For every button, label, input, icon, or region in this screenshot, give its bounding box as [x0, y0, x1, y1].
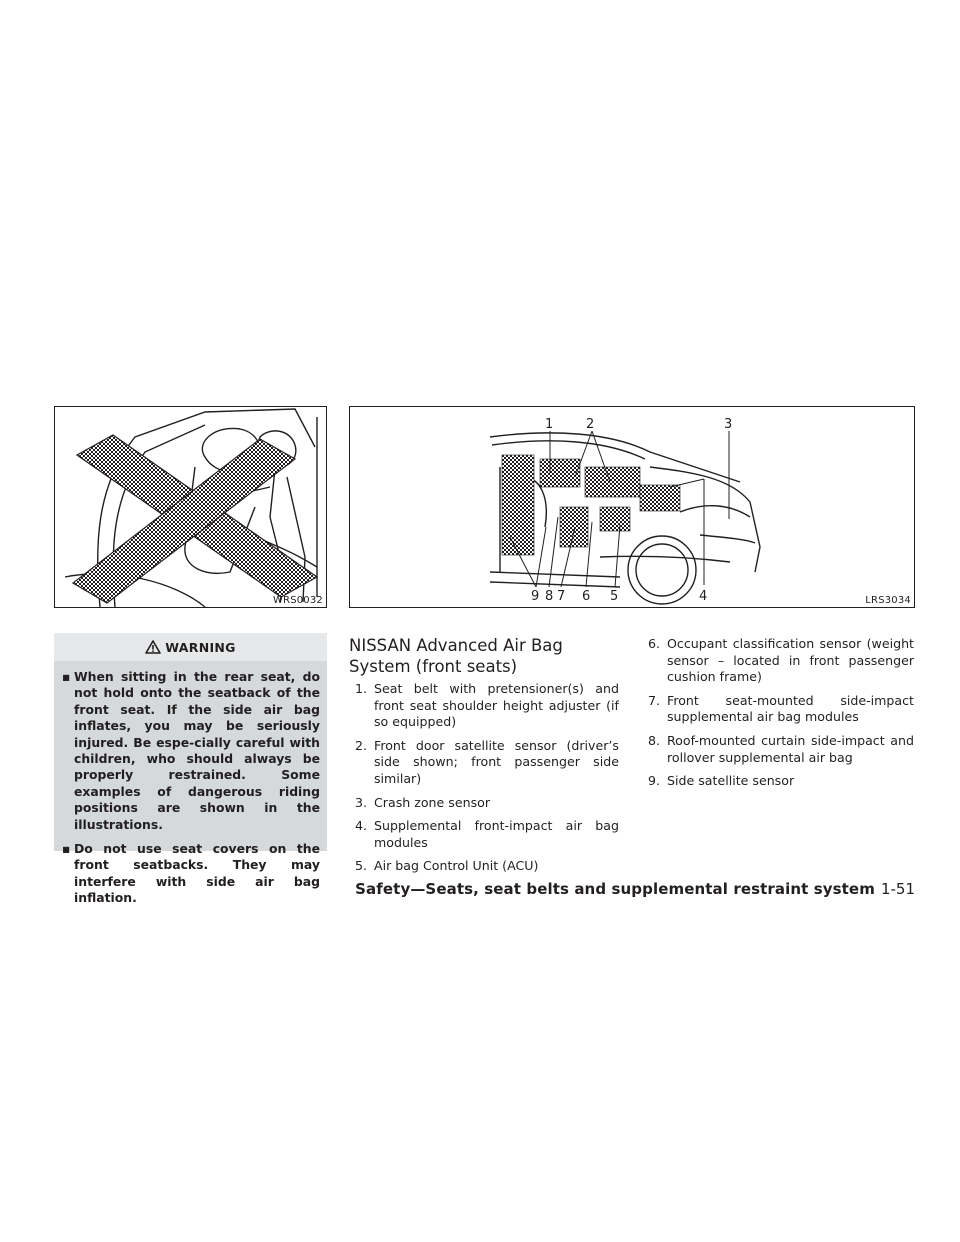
item-text: Front seat-mounted side-impact supplemental air bag modules [667, 692, 914, 725]
callout-3: 3 [724, 417, 733, 432]
list-item [648, 773, 914, 790]
list-item [355, 858, 619, 875]
warning-item [62, 669, 320, 833]
callout-6: 6 [582, 589, 591, 604]
list-item [355, 738, 619, 788]
bullet-icon: ▪ [62, 669, 71, 684]
warning-list [62, 669, 320, 915]
callout-7: 7 [557, 589, 566, 604]
item-text: Side satellite sensor [667, 773, 795, 789]
item-number: 7. [648, 692, 661, 708]
warning-triangle-icon [145, 640, 161, 654]
list-item [648, 636, 914, 686]
page-footer [355, 880, 915, 898]
callout-4: 4 [699, 589, 708, 604]
list-item [355, 795, 619, 812]
list-item [648, 733, 914, 766]
component-list-left [355, 681, 619, 882]
callout-9: 9 [531, 589, 540, 604]
list-item [648, 693, 914, 726]
item-number: 9. [648, 773, 661, 789]
item-text: Front door satellite sensor (driver’s side shown; front passenger side similar) [374, 737, 619, 786]
item-number: 6. [648, 636, 661, 651]
bullet-icon: ▪ [62, 841, 71, 857]
item-text: Seat belt with pretensioner(s) and front seat shoulder height adjuster (if so equipped) [374, 681, 619, 730]
item-text: Occupant classification sensor (weight sensor – located in front passenger cushion frame) [667, 636, 914, 685]
section-title: NISSAN Advanced Air Bag System (front seats) [349, 636, 563, 676]
warning-item [62, 841, 320, 907]
warning-item-text: When sitting in the rear seat, do not hold onto the seatback of the front seat. If the side air bag inflates, you may be seriously injured. Be espe-cially careful with children, who should always be properly restrained. Some examples of dangerous riding positions are shown in the illustrations. [74, 669, 320, 832]
list-item [355, 818, 619, 851]
warning-title: WARNING [165, 639, 236, 655]
chapter-title: Safety—Seats, seat belts and supplemental restraint system [355, 880, 875, 898]
item-number: 1. [355, 681, 368, 696]
item-number: 8. [648, 732, 661, 748]
figure-airbag-system [349, 406, 915, 608]
warning-header [54, 633, 327, 661]
callout-5: 5 [610, 589, 619, 604]
item-number: 4. [355, 818, 368, 834]
component-list-right [648, 636, 914, 797]
figure-code: WRS0032 [272, 595, 323, 606]
page-number: 1-51 [880, 880, 915, 898]
item-text: Crash zone sensor [374, 794, 491, 810]
item-number: 3. [355, 794, 368, 810]
item-text: Supplemental front-impact air bag modules [374, 818, 619, 850]
item-text: Air bag Control Unit (ACU) [374, 858, 539, 874]
figure-code: LRS3034 [865, 595, 911, 606]
warning-box [54, 633, 327, 906]
callout-1: 1 [545, 417, 554, 432]
list-item [355, 681, 619, 731]
figure-rear-seat-warning [54, 406, 327, 608]
callout-8: 8 [545, 589, 554, 604]
airbag-system-cutaway-illustration [350, 407, 914, 607]
prohibited-seatback-grip-illustration [55, 407, 326, 607]
item-text: Roof-mounted curtain side-impact and rollover supplemental air bag [667, 732, 914, 765]
item-number: 2. [355, 737, 368, 753]
item-number: 5. [355, 858, 368, 874]
callout-2: 2 [586, 417, 595, 432]
warning-item-text: Do not use seat covers on the front seatbacks. They may interfere with side air bag inflation. [74, 841, 320, 906]
